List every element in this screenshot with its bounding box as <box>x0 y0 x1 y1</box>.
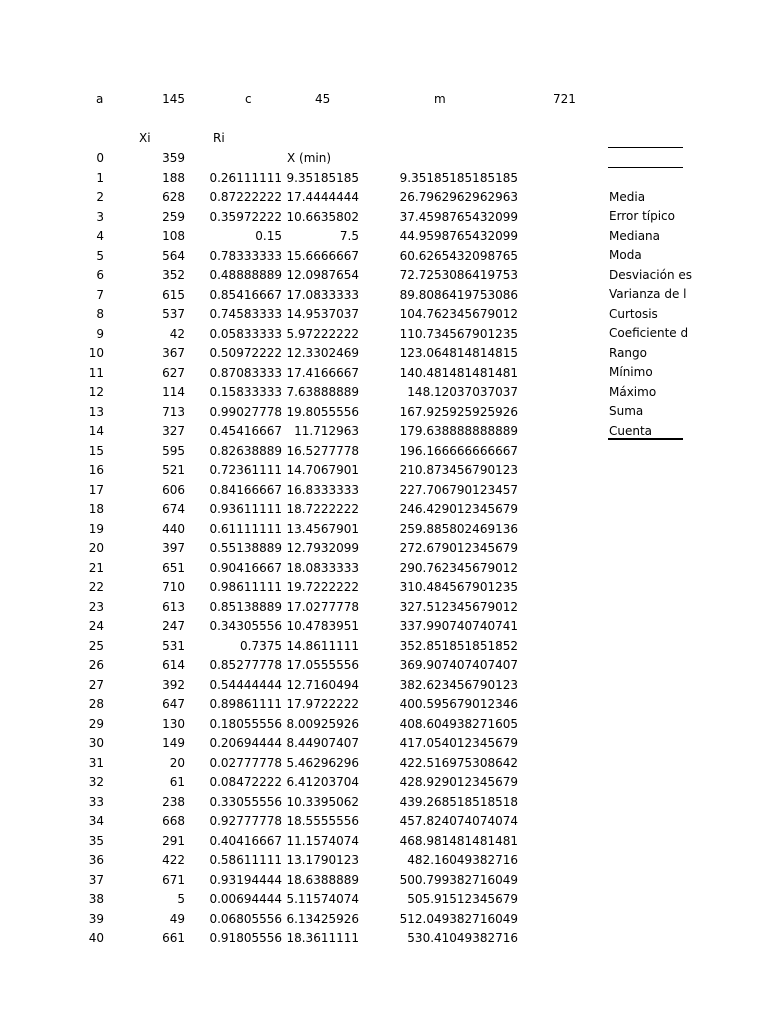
row-x: 10.6635802 <box>286 209 359 224</box>
row-cumulative: 337.990740740741 <box>399 619 518 633</box>
row-xi: 661 <box>162 931 185 945</box>
row-ri: 0.48888889 <box>209 268 282 282</box>
row-x: 17.4166667 <box>286 365 359 380</box>
row-cumulative: 148.12037037037 <box>407 385 518 399</box>
table-row <box>0 911 768 931</box>
row-x: 17.0833333 <box>286 287 359 302</box>
row-index: 37 <box>88 872 104 887</box>
stats-label: Mediana <box>609 228 660 243</box>
row-xi: 49 <box>169 911 185 926</box>
row-cumulative: 123.064814814815 <box>399 346 518 360</box>
stats-label: Media <box>609 189 646 204</box>
row-xi: 130 <box>162 716 185 731</box>
row-cumulative: 408.604938271605 <box>399 716 518 731</box>
row-x: 8.44907407 <box>286 736 359 750</box>
row-x: 17.0277778 <box>286 599 359 614</box>
row-xi: 537 <box>162 307 185 321</box>
row-ri: 0.85416667 <box>209 287 282 302</box>
table-row <box>0 170 768 190</box>
table-row <box>0 618 768 638</box>
row-cumulative: 439.268518518518 <box>399 794 518 809</box>
row-index: 8 <box>96 307 104 321</box>
row-cumulative: 290.762345679012 <box>399 560 518 575</box>
row-index: 1 <box>96 170 104 185</box>
table-row <box>0 657 768 677</box>
row-ri: 0.85138889 <box>209 599 282 614</box>
row-ri: 0.87083333 <box>209 365 282 380</box>
row-x: 14.7067901 <box>286 463 359 477</box>
row-ri: 0.74583333 <box>209 307 282 321</box>
row-cumulative: 44.9598765432099 <box>399 229 518 243</box>
row-ri: 0.99027778 <box>209 404 282 419</box>
row-x: 5.46296296 <box>286 755 359 770</box>
table-row <box>0 599 768 619</box>
row-x: 6.13425926 <box>286 911 359 926</box>
row-index: 16 <box>88 463 104 477</box>
stats-label: Curtosis <box>609 306 658 321</box>
row-x: 19.8055556 <box>286 404 359 419</box>
row-cumulative: 227.706790123457 <box>399 482 518 497</box>
row-cumulative: 246.429012345679 <box>399 502 518 516</box>
row-xi: 61 <box>169 775 185 789</box>
row-x: 11.1574074 <box>286 833 359 848</box>
table-row <box>0 813 768 833</box>
row-x: 5.97222222 <box>286 326 359 341</box>
row-cumulative: 259.885802469136 <box>399 521 518 536</box>
row-ri: 0.20694444 <box>209 736 282 750</box>
row-x: 14.9537037 <box>286 307 359 321</box>
row-cumulative: 327.512345679012 <box>399 599 518 614</box>
table-row <box>0 872 768 892</box>
row-index: 23 <box>88 599 104 614</box>
stats-label: Mínimo <box>609 365 653 379</box>
row-index: 38 <box>88 892 104 906</box>
table-row <box>0 482 768 502</box>
stats-label: Moda <box>609 248 642 262</box>
row-ri: 0.7375 <box>240 638 282 653</box>
row-xi: 595 <box>162 443 185 458</box>
row-ri: 0.26111111 <box>209 170 282 185</box>
row-cumulative: 369.907407407407 <box>399 658 518 672</box>
row-ri: 0.58611111 <box>209 853 282 867</box>
row-xi: 606 <box>162 482 185 497</box>
stats-label: Error típico <box>609 209 675 223</box>
row-ri: 0.84166667 <box>209 482 282 497</box>
row-ri: 0.06805556 <box>209 911 282 926</box>
row-index: 33 <box>88 794 104 809</box>
row-cumulative: 140.481481481481 <box>399 365 518 380</box>
row-cumulative: 428.929012345679 <box>399 775 518 789</box>
row-index: 5 <box>96 248 104 263</box>
stats-label: Desviación es <box>609 267 692 282</box>
row-xi: 440 <box>162 521 185 536</box>
table-row <box>0 638 768 658</box>
row-xi: 188 <box>162 170 185 185</box>
row-xi: 291 <box>162 833 185 848</box>
row-index: 12 <box>88 385 104 399</box>
row-xi: 42 <box>169 326 185 341</box>
header-xi: Xi <box>139 131 151 145</box>
param-c-label: c <box>245 92 252 106</box>
row-x: 12.3302469 <box>286 346 359 360</box>
stats-label: Varianza de l <box>609 287 687 301</box>
row-ri: 0.33055556 <box>209 794 282 809</box>
row-index: 9 <box>96 326 104 341</box>
row-xi: 564 <box>162 248 185 263</box>
row-xi: 647 <box>162 697 185 711</box>
row-cumulative: 457.824074074074 <box>399 814 518 828</box>
row-index: 13 <box>88 404 104 419</box>
row-xi: 367 <box>162 346 185 360</box>
row-index: 34 <box>88 814 104 828</box>
row-xi: 20 <box>169 755 185 770</box>
row-xi: 108 <box>162 229 185 243</box>
row-xi: 674 <box>162 502 185 516</box>
row-cumulative: 104.762345679012 <box>399 307 518 321</box>
stats-label: Máximo <box>609 384 657 399</box>
row-xi: 613 <box>162 599 185 614</box>
row-ri: 0.05833333 <box>209 326 282 341</box>
table-row <box>0 794 768 814</box>
row-x: 12.7160494 <box>286 677 359 692</box>
row-ri: 0.35972222 <box>209 209 282 224</box>
table-row <box>0 891 768 911</box>
row-index: 3 <box>96 209 104 224</box>
row-xi: 238 <box>162 794 185 809</box>
table-row <box>0 833 768 853</box>
row-xi: 710 <box>162 580 185 594</box>
table-row <box>0 540 768 560</box>
row-x: 13.4567901 <box>286 521 359 536</box>
row-index: 25 <box>88 638 104 653</box>
row-x: 18.6388889 <box>286 872 359 887</box>
row-xi: 247 <box>162 619 185 633</box>
row-cumulative: 9.35185185185185 <box>399 170 518 185</box>
row-index: 35 <box>88 833 104 848</box>
table-row <box>0 774 768 794</box>
row-index: 30 <box>88 736 104 750</box>
row-x: 7.5 <box>339 229 359 243</box>
row-x: 17.9722222 <box>286 697 359 711</box>
row-x: 18.5555556 <box>286 814 359 828</box>
row-cumulative: 167.925925925926 <box>399 404 518 419</box>
row-index: 10 <box>88 346 104 360</box>
row-x: 9.35185185 <box>286 170 359 185</box>
row-xi: 615 <box>162 287 185 302</box>
row-index: 40 <box>88 931 104 945</box>
row-xi: 259 <box>162 209 185 224</box>
row-ri: 0.45416667 <box>209 424 282 438</box>
row-xi: 352 <box>162 268 185 282</box>
row-ri: 0.89861111 <box>209 697 282 711</box>
row-index: 4 <box>96 229 104 243</box>
row-ri: 0.78333333 <box>209 248 282 263</box>
row-index: 15 <box>88 443 104 458</box>
table-row <box>0 443 768 463</box>
stats-header-rule <box>608 167 683 168</box>
row-ri: 0.87222222 <box>209 190 282 204</box>
row-xi: 531 <box>162 638 185 653</box>
table-row <box>0 501 768 521</box>
row-cumulative: 482.16049382716 <box>407 853 518 867</box>
table-row <box>0 755 768 775</box>
row-index: 6 <box>96 268 104 282</box>
row-ri: 0.40416667 <box>209 833 282 848</box>
stats-label: Coeficiente d <box>609 326 689 340</box>
table-row <box>0 560 768 580</box>
row-x: 19.7222222 <box>286 580 359 594</box>
row-x: 7.63888889 <box>286 385 359 399</box>
param-a-value: 145 <box>162 92 185 106</box>
row-xi: 651 <box>162 560 185 575</box>
row-ri: 0.02777778 <box>209 755 282 770</box>
row-index: 7 <box>96 287 104 302</box>
row-x: 10.4783951 <box>286 619 359 633</box>
row-ri: 0.82638889 <box>209 443 282 458</box>
row-x: 5.11574074 <box>286 892 359 906</box>
row-xi: 397 <box>162 541 185 555</box>
row-xi: 628 <box>162 190 185 204</box>
row-ri: 0.93611111 <box>209 502 282 516</box>
row0-index: 0 <box>96 151 104 165</box>
row-index: 11 <box>88 365 104 380</box>
row-index: 2 <box>96 190 104 204</box>
row-ri: 0.91805556 <box>209 931 282 945</box>
row-x: 17.0555556 <box>286 658 359 672</box>
row-index: 14 <box>88 424 104 438</box>
row-xi: 327 <box>162 424 185 438</box>
row-cumulative: 72.7253086419753 <box>399 268 518 282</box>
row-ri: 0.61111111 <box>209 521 282 536</box>
row-cumulative: 89.8086419753086 <box>399 287 518 302</box>
row-x: 18.3611111 <box>286 931 359 945</box>
table-row <box>0 930 768 950</box>
row-cumulative: 352.851851851852 <box>399 638 518 653</box>
row-index: 31 <box>88 755 104 770</box>
table-row <box>0 579 768 599</box>
row-xi: 668 <box>162 814 185 828</box>
stats-label: Rango <box>609 345 647 360</box>
row-xi: 5 <box>177 892 185 906</box>
row0-xi: 359 <box>162 151 185 165</box>
param-a-label: a <box>96 92 104 106</box>
row-cumulative: 417.054012345679 <box>399 736 518 750</box>
row-x: 14.8611111 <box>286 638 359 653</box>
stats-bottom-rule <box>608 438 683 440</box>
row-x: 17.4444444 <box>286 190 359 204</box>
row-cumulative: 512.049382716049 <box>399 911 518 926</box>
row-ri: 0.15 <box>255 229 282 243</box>
table-row <box>0 521 768 541</box>
row-xi: 521 <box>162 463 185 477</box>
table-row <box>0 716 768 736</box>
stats-label: Suma <box>609 404 644 418</box>
row-index: 28 <box>88 697 104 711</box>
row-xi: 627 <box>162 365 185 380</box>
row-index: 20 <box>88 541 104 555</box>
row-ri: 0.90416667 <box>209 560 282 575</box>
row-cumulative: 272.679012345679 <box>399 541 518 555</box>
table-row <box>0 852 768 872</box>
row-ri: 0.34305556 <box>209 619 282 633</box>
param-m-value: 721 <box>553 92 576 106</box>
row-xi: 422 <box>162 853 185 867</box>
row-x: 13.1790123 <box>286 853 359 867</box>
param-c-value: 45 <box>315 92 331 106</box>
row-cumulative: 110.734567901235 <box>399 326 518 341</box>
row-index: 18 <box>88 502 104 516</box>
row-ri: 0.00694444 <box>209 892 282 906</box>
table-row <box>0 462 768 482</box>
row-x: 8.00925926 <box>286 716 359 731</box>
row-cumulative: 468.981481481481 <box>399 833 518 848</box>
header-x-min: X (min) <box>287 151 332 165</box>
row-index: 19 <box>88 521 104 536</box>
row-cumulative: 179.638888888889 <box>399 424 518 438</box>
stats-top-rule <box>608 147 683 148</box>
row-index: 36 <box>88 853 104 867</box>
row-index: 32 <box>88 775 104 789</box>
row-cumulative: 382.623456790123 <box>399 677 518 692</box>
row-cumulative: 500.799382716049 <box>399 872 518 887</box>
row-x: 16.5277778 <box>286 443 359 458</box>
row-ri: 0.18055556 <box>209 716 282 731</box>
row-cumulative: 37.4598765432099 <box>399 209 518 224</box>
row-xi: 114 <box>162 385 185 399</box>
row-x: 12.0987654 <box>286 268 359 282</box>
row-index: 17 <box>88 482 104 497</box>
row-ri: 0.93194444 <box>209 872 282 887</box>
row-cumulative: 505.91512345679 <box>407 892 518 906</box>
table-row <box>0 677 768 697</box>
row-cumulative: 400.595679012346 <box>399 697 518 711</box>
row-ri: 0.15833333 <box>209 385 282 399</box>
row-cumulative: 422.516975308642 <box>399 755 518 770</box>
row-xi: 671 <box>162 872 185 887</box>
row-ri: 0.72361111 <box>209 463 282 477</box>
row-x: 6.41203704 <box>286 775 359 789</box>
row-ri: 0.92777778 <box>209 814 282 828</box>
row-x: 10.3395062 <box>286 794 359 809</box>
row-index: 26 <box>88 658 104 672</box>
row-ri: 0.54444444 <box>209 677 282 692</box>
row-x: 18.0833333 <box>286 560 359 575</box>
stats-label: Cuenta <box>609 423 653 438</box>
row-index: 21 <box>88 560 104 575</box>
row-xi: 149 <box>162 736 185 750</box>
row-index: 39 <box>88 911 104 926</box>
row-ri: 0.85277778 <box>209 658 282 672</box>
param-m-label: m <box>434 92 446 106</box>
row-ri: 0.55138889 <box>209 541 282 555</box>
row-ri: 0.98611111 <box>209 580 282 594</box>
row-x: 18.7222222 <box>286 502 359 516</box>
row-cumulative: 310.484567901235 <box>399 580 518 594</box>
row-x: 15.6666667 <box>286 248 359 263</box>
row-x: 16.8333333 <box>286 482 359 497</box>
row-xi: 713 <box>162 404 185 419</box>
header-ri: Ri <box>213 131 225 145</box>
row-index: 22 <box>88 580 104 594</box>
row-index: 27 <box>88 677 104 692</box>
row-xi: 614 <box>162 658 185 672</box>
row-cumulative: 196.166666666667 <box>399 443 518 458</box>
row-x: 12.7932099 <box>286 541 359 555</box>
row-x: 11.712963 <box>294 424 359 438</box>
row-cumulative: 60.6265432098765 <box>399 248 518 263</box>
row-cumulative: 26.7962962962963 <box>399 190 518 204</box>
table-row <box>0 735 768 755</box>
row-cumulative: 530.41049382716 <box>407 931 518 945</box>
row-index: 24 <box>88 619 104 633</box>
row-index: 29 <box>88 716 104 731</box>
row-xi: 392 <box>162 677 185 692</box>
row-cumulative: 210.873456790123 <box>399 463 518 477</box>
table-row <box>0 696 768 716</box>
row-ri: 0.50972222 <box>209 346 282 360</box>
row-ri: 0.08472222 <box>209 775 282 789</box>
